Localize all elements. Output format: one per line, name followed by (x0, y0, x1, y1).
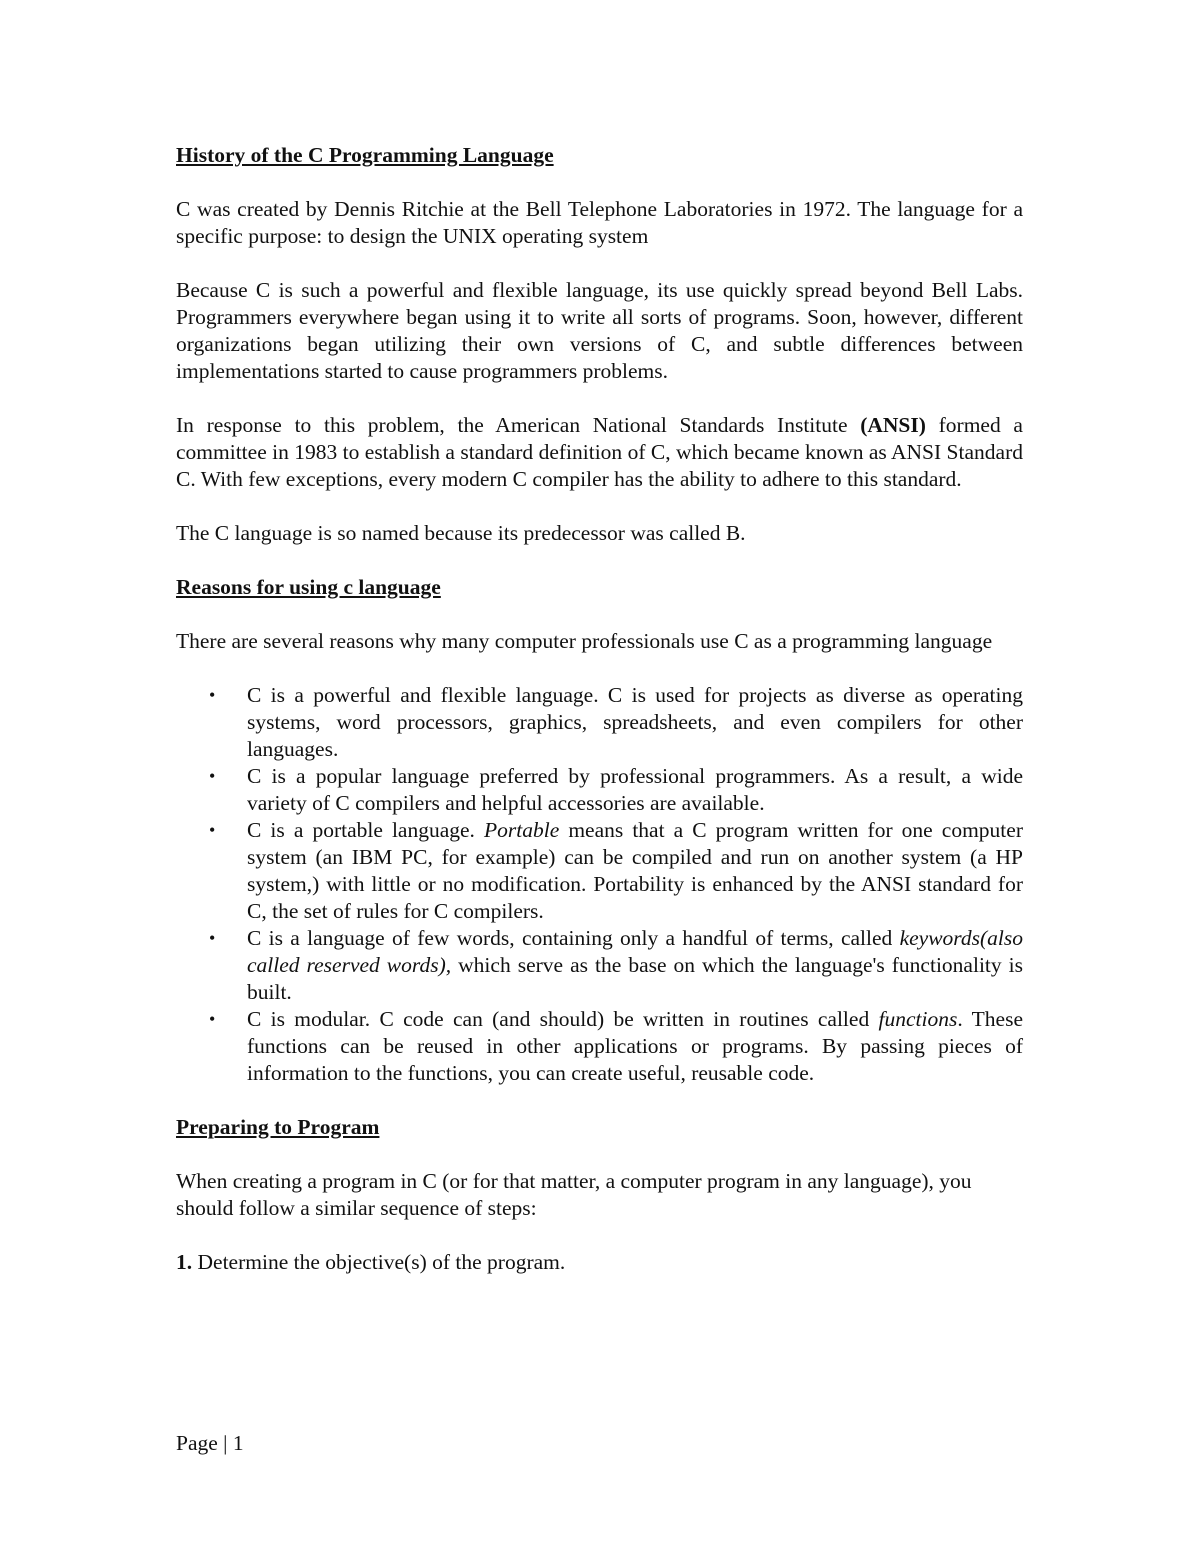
bullet-icon: • (209, 820, 216, 840)
paragraph-spread: Because C is such a powerful and flexible language, its use quickly spread beyond Bell Labs. Programmers everywhere began using it to write all sorts of programs. Soon, however, different organizations began utilizing their own versions of C, and subtle differences between implementations started to cause programmers problems. (176, 278, 1023, 383)
paragraph-name-origin: The C language is so named because its predecessor was called B. (176, 521, 746, 545)
functions-italic: functions (878, 1007, 958, 1031)
bullet-icon: • (209, 685, 216, 705)
paragraph-preparing-intro: When creating a program in C (or for that matter, a computer program in any language), you should follow a similar sequence of steps: (176, 1169, 972, 1220)
portable-italic: Portable (484, 818, 560, 842)
paragraph-creation: C was created by Dennis Ritchie at the Bell Telephone Laboratories in 1972. The language for a specific purpose: to design the UNIX operating system (176, 197, 1023, 248)
list-item (176, 682, 1023, 763)
ansi-text-before: In response to this problem, the American National Standards Institute (176, 413, 861, 437)
functions-text-before: C is modular. C code can (and should) be written in routines called (247, 1007, 879, 1031)
list-item (176, 925, 1023, 1006)
bullet-icon: • (209, 1009, 216, 1029)
ansi-bold: (ANSI) (860, 413, 926, 437)
heading-preparing: Preparing to Program (176, 1115, 380, 1139)
heading-history: History of the C Programming Language (176, 143, 554, 167)
paragraph-ansi (176, 412, 1023, 493)
list-item-text (247, 818, 1023, 923)
list-item-text (247, 926, 1023, 1004)
functions-text-after: . These functions can be reused in other applications or programs. By passing pieces of information to the functions, you can create useful, reusable code. (247, 1007, 1023, 1085)
list-item (176, 817, 1023, 925)
step-item (176, 1249, 1023, 1276)
document-body (176, 142, 1023, 1303)
list-item (176, 763, 1023, 817)
list-item (176, 1006, 1023, 1087)
portable-text-after: means that a C program written for one computer system (an IBM PC, for example) can be compiled and run on another system (a HP system,) with little or no modification. Portability is enhanced by the ANSI standard for C, the set of rules for C compilers. (247, 818, 1023, 923)
page-footer: Page | 1 (176, 1431, 244, 1455)
bullet-icon: • (209, 928, 216, 948)
list-item-text (247, 1007, 1023, 1085)
reasons-list (176, 682, 1023, 1087)
paragraph-reasons-intro: There are several reasons why many computer professionals use C as a programming language (176, 629, 993, 653)
step-text: Determine the objective(s) of the program. (192, 1250, 566, 1274)
bullet-icon: • (209, 766, 216, 786)
keywords-text-after: which serve as the base on which the language's functionality is built. (247, 953, 1023, 1004)
list-item-text: C is a powerful and flexible language. C is used for projects as diverse as operating systems, word processors, graphics, spreadsheets, and even compilers for other languages. (247, 683, 1023, 761)
list-item-text: C is a popular language preferred by professional programmers. As a result, a wide variety of C compilers and helpful accessories are available. (247, 764, 1023, 815)
keywords-text-before: C is a language of few words, containing only a handful of terms, called (247, 926, 900, 950)
heading-reasons: Reasons for using c language (176, 575, 441, 599)
step-number: 1. (176, 1250, 193, 1274)
portable-text-before: C is a portable language. (247, 818, 484, 842)
keywords-italic: keywords(also called reserved words), (247, 926, 1023, 977)
ansi-text-after: formed a committee in 1983 to establish a standard definition of C, which became known as ANSI Standard C. With few exceptions, every modern C compiler has the ability to adhere to this standard. (176, 413, 1023, 491)
